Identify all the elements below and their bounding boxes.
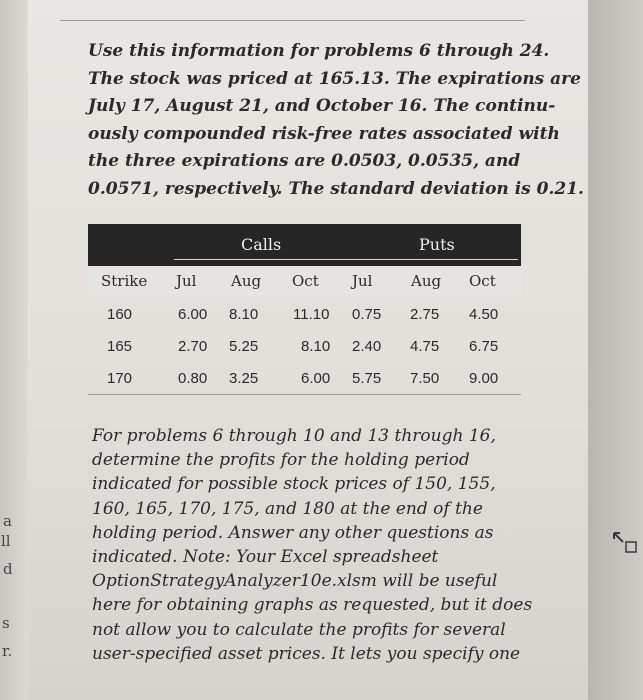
margin-fragment: r. bbox=[2, 642, 13, 660]
cell-strike: 160 bbox=[107, 306, 133, 323]
puts-group-rule bbox=[350, 259, 518, 260]
cell-call-aug: 8.10 bbox=[229, 306, 259, 323]
col-header-calls-jul: Jul bbox=[176, 272, 197, 290]
cell-put-jul: 0.75 bbox=[352, 306, 382, 323]
col-header-puts-jul: Jul bbox=[352, 272, 373, 290]
problem-line: user-specified asset prices. It lets you specify one bbox=[92, 643, 521, 664]
table-bottom-rule bbox=[88, 394, 521, 395]
cell-put-oct: 6.75 bbox=[469, 338, 499, 355]
cell-call-aug: 3.25 bbox=[229, 370, 259, 387]
expand-icon[interactable] bbox=[612, 530, 640, 556]
cell-put-jul: 2.40 bbox=[352, 338, 382, 355]
intro-line: Use this information for problems 6 through 24. bbox=[88, 41, 550, 61]
problem-line: determine the profits for the holding period bbox=[92, 450, 470, 471]
cell-put-aug: 4.75 bbox=[410, 338, 440, 355]
cell-put-oct: 4.50 bbox=[469, 306, 499, 323]
cell-call-aug: 5.25 bbox=[229, 338, 259, 355]
intro-line: The stock was priced at 165.13. The expirations are bbox=[88, 68, 581, 89]
problem-line: indicated for possible stock prices of 150, 155, bbox=[92, 474, 496, 495]
problem-line: holding period. Answer any other questions as bbox=[92, 522, 494, 543]
cell-call-jul: 6.00 bbox=[178, 306, 208, 323]
cell-put-aug: 2.75 bbox=[410, 306, 440, 323]
option-table-header bbox=[88, 224, 521, 266]
col-header-strike: Strike bbox=[101, 272, 148, 290]
adjacent-page-right bbox=[588, 0, 643, 700]
problem-paragraph bbox=[92, 424, 532, 666]
cell-call-jul: 2.70 bbox=[178, 338, 208, 355]
cell-call-oct: 6.00 bbox=[301, 370, 331, 387]
calls-group-label: Calls bbox=[241, 235, 282, 254]
intro-line: July 17, August 21, and October 16. The continu- bbox=[88, 96, 556, 116]
problem-line: here for obtaining graphs as requested, but it does bbox=[92, 595, 533, 616]
cell-put-aug: 7.50 bbox=[410, 370, 440, 387]
puts-group-label: Puts bbox=[419, 235, 455, 254]
top-divider bbox=[60, 20, 525, 21]
margin-fragment: ll bbox=[1, 532, 11, 550]
cell-put-oct: 9.00 bbox=[469, 370, 499, 387]
intro-line: 0.0571, respectively. The standard deviation is 0.21. bbox=[88, 178, 584, 199]
problem-line: indicated. Note: Your Excel spreadsheet bbox=[92, 547, 439, 568]
col-header-calls-aug: Aug bbox=[231, 272, 262, 290]
cell-call-oct: 11.10 bbox=[293, 306, 330, 323]
col-header-calls-oct: Oct bbox=[292, 272, 319, 290]
calls-group-rule bbox=[174, 259, 350, 260]
margin-fragment: s bbox=[2, 614, 10, 632]
problem-line: For problems 6 through 10 and 13 through 16, bbox=[92, 426, 496, 446]
cell-call-jul: 0.80 bbox=[178, 370, 208, 387]
cell-call-oct: 8.10 bbox=[301, 338, 331, 355]
col-header-puts-aug: Aug bbox=[411, 272, 442, 290]
adjacent-page-left bbox=[0, 0, 28, 700]
margin-fragment: a bbox=[3, 512, 12, 530]
intro-line: the three expirations are 0.0503, 0.0535, and bbox=[88, 151, 521, 171]
problem-line: OptionStrategyAnalyzer10e.xlsm will be useful bbox=[92, 571, 498, 592]
intro-paragraph bbox=[88, 38, 584, 203]
problem-line: 160, 165, 170, 175, and 180 at the end of the bbox=[92, 498, 483, 519]
cell-strike: 165 bbox=[107, 338, 133, 355]
cell-put-jul: 5.75 bbox=[352, 370, 382, 387]
intro-line: ously compounded risk-free rates associated with bbox=[88, 123, 560, 144]
margin-fragment: d bbox=[3, 560, 13, 578]
problem-line: not allow you to calculate the profits for several bbox=[92, 619, 506, 640]
col-header-puts-oct: Oct bbox=[469, 272, 496, 290]
cell-strike: 170 bbox=[107, 370, 133, 387]
